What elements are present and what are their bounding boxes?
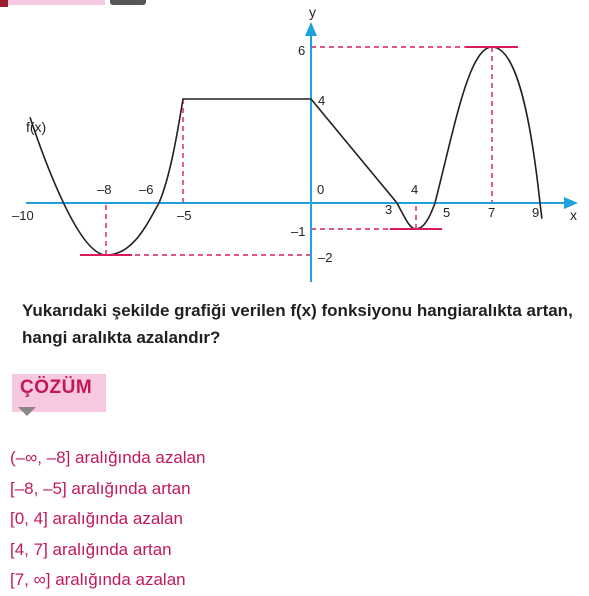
y-axis-arrow — [305, 22, 317, 36]
function-graph — [0, 0, 589, 290]
x-tick-label: 3 — [385, 202, 393, 217]
x-tick-label: 4 — [411, 182, 419, 197]
x-tick-label: –8 — [97, 182, 112, 197]
answer-item: [0, 4] aralığında azalan — [10, 509, 183, 528]
answer-item: [4, 7] aralığında artan — [10, 539, 172, 559]
x-tick-label: 5 — [443, 205, 451, 220]
function-label: f(x) — [26, 119, 47, 135]
y-tick-label: 6 — [298, 43, 306, 58]
y-tick-label: –1 — [291, 224, 306, 239]
y-tick-label: 4 — [318, 93, 326, 108]
solution-title: ÇÖZÜM — [20, 377, 93, 398]
answer-item: [7, ∞] aralığında azalan — [10, 570, 186, 589]
answer-item: [–8, –5] aralığında artan — [10, 478, 191, 498]
x-tick-label: 9 — [532, 205, 540, 220]
arrow-down-icon — [18, 407, 36, 416]
x-tick-label: 0 — [317, 182, 325, 197]
function-curve — [30, 47, 542, 255]
x-tick-label: –10 — [12, 208, 34, 223]
y-axis-label: y — [309, 4, 316, 20]
y-tick-label: –2 — [318, 250, 333, 265]
answer-item: (–∞, –8] aralığında azalan — [10, 448, 206, 467]
question-text: Yukarıdaki şekilde grafiği verilen f(x) fonksiyonu hangiaralıkta artan, hangi aralıkta azalandır? — [22, 301, 573, 347]
x-tick-label: 7 — [488, 205, 496, 220]
x-tick-label: –6 — [139, 182, 154, 197]
x-axis-label: x — [570, 207, 577, 223]
answer-list — [10, 443, 205, 596]
x-tick-label: –5 — [177, 208, 192, 223]
